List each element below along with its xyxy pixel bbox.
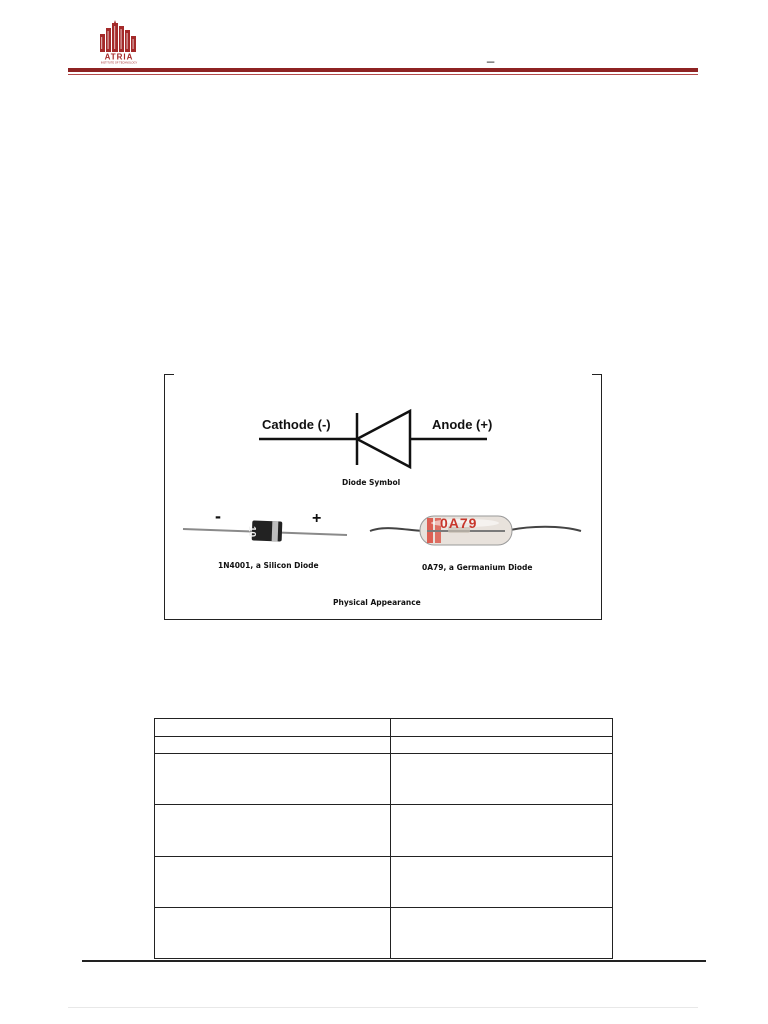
table-cell	[155, 908, 391, 959]
silicon-diode-caption: 1N4001, a Silicon Diode	[218, 561, 319, 570]
table-cell	[391, 754, 613, 805]
table-row	[155, 857, 613, 908]
silicon-diode-marking: 10	[246, 526, 257, 538]
table-cell	[155, 737, 391, 754]
figure-caption: Physical Appearance	[333, 598, 421, 607]
cathode-label: Cathode (-)	[262, 417, 331, 432]
footer-rule	[82, 960, 706, 962]
table-cell	[155, 754, 391, 805]
anode-label: Anode (+)	[432, 417, 493, 432]
table-cell	[391, 805, 613, 857]
silicon-diode-image	[183, 520, 347, 541]
table-row	[155, 805, 613, 857]
diode-symbol-caption: Diode Symbol	[342, 478, 401, 487]
header-rule	[68, 68, 698, 72]
table-row	[155, 737, 613, 754]
table-row	[155, 719, 613, 737]
header-rule-thin	[68, 74, 698, 75]
table-cell	[155, 805, 391, 857]
logo-subtext: INSTITUTE OF TECHNOLOGY	[100, 61, 138, 64]
table-cell	[155, 857, 391, 908]
table-cell	[391, 908, 613, 959]
silicon-plus-sign: +	[312, 510, 322, 527]
footer-faint-rule	[68, 1007, 698, 1008]
diode-figure	[165, 375, 601, 619]
atria-logo	[92, 20, 148, 64]
logo-text: ATRIA	[104, 52, 134, 62]
table-cell	[391, 719, 613, 737]
table-cell	[391, 857, 613, 908]
comparison-table	[154, 718, 613, 959]
header-dash: _	[487, 48, 495, 63]
silicon-minus-sign: -	[215, 506, 221, 526]
table-row	[155, 754, 613, 805]
table-cell	[155, 719, 391, 737]
table-cell	[391, 737, 613, 754]
germanium-diode-marking: 0A79	[440, 515, 478, 531]
table-row	[155, 908, 613, 959]
germanium-diode-caption: 0A79, a Germanium Diode	[422, 563, 533, 572]
